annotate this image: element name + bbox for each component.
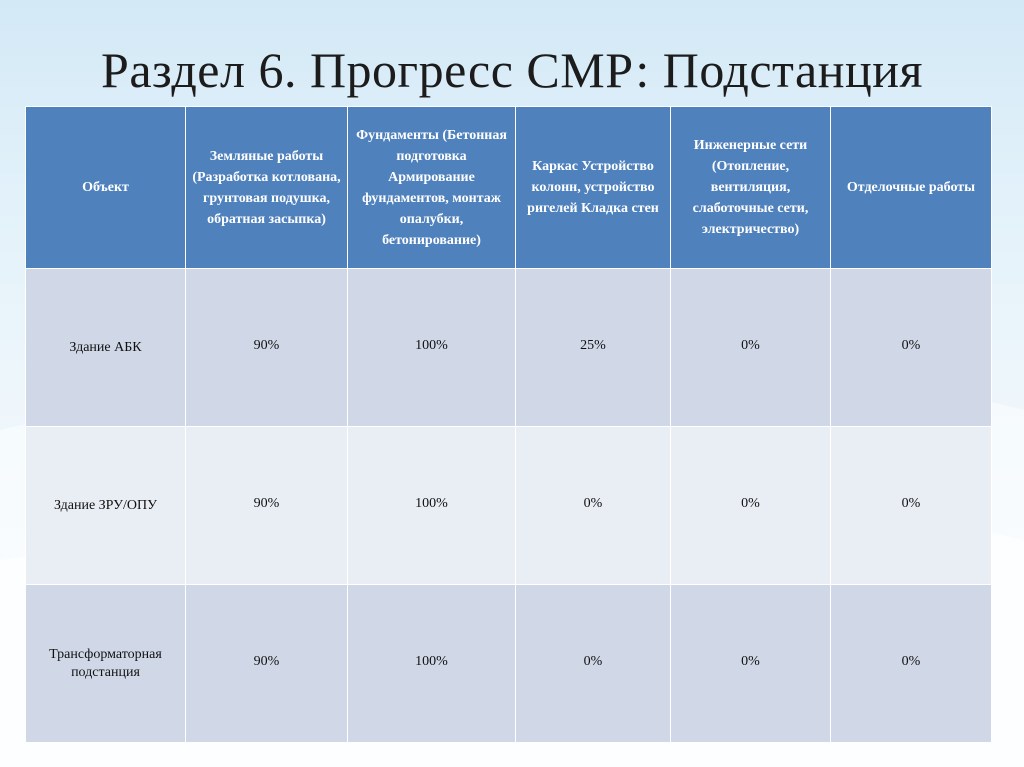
cell-utilities xyxy=(671,427,831,585)
cell-value: 90% xyxy=(253,337,280,353)
cell-value: 0% xyxy=(901,337,921,353)
cell-value: 0% xyxy=(741,337,760,353)
cell-value: 100% xyxy=(415,337,448,353)
cell-frame xyxy=(516,585,671,743)
cell-value: 0% xyxy=(741,495,760,511)
cell-foundations xyxy=(348,427,516,585)
row-object-name: Трансформаторная подстанция xyxy=(26,585,186,743)
cell-finishing xyxy=(831,585,992,743)
cell-finishing xyxy=(831,269,992,427)
header-earthworks: Земляные работы (Разработка котлована, грунтовая подушка, обратная засыпка) xyxy=(186,107,348,269)
cell-utilities xyxy=(671,585,831,743)
cell-earthworks xyxy=(186,427,348,585)
cell-value: 0% xyxy=(901,653,921,669)
cell-foundations xyxy=(348,585,516,743)
cell-finishing xyxy=(831,427,992,585)
header-utilities: Инженерные сети (Отопление, вентиляция, слаботочные сети, электричество) xyxy=(671,107,831,269)
progress-table xyxy=(25,106,992,743)
cell-earthworks xyxy=(186,585,348,743)
cell-earthworks xyxy=(186,269,348,427)
cell-value: 25% xyxy=(580,337,606,353)
cell-value: 100% xyxy=(415,653,448,669)
cell-value: 0% xyxy=(741,653,760,669)
row-object-name: Здание ЗРУ/ОПУ xyxy=(26,427,186,585)
cell-frame xyxy=(516,269,671,427)
cell-value: 0% xyxy=(901,495,921,511)
table-row xyxy=(26,585,992,743)
header-finishing: Отделочные работы xyxy=(831,107,992,269)
cell-value: 0% xyxy=(583,495,603,511)
header-foundations: Фундаменты (Бетонная подготовка Армирование фундаментов, монтаж опалубки, бетонирование) xyxy=(348,107,516,269)
header-object: Объект xyxy=(26,107,186,269)
cell-value: 90% xyxy=(253,495,280,511)
table-row xyxy=(26,269,992,427)
cell-value: 100% xyxy=(415,495,448,511)
cell-utilities xyxy=(671,269,831,427)
table-row xyxy=(26,427,992,585)
header-frame: Каркас Устройство колонн, устройство ригелей Кладка стен xyxy=(516,107,671,269)
row-object-name: Здание АБК xyxy=(26,269,186,427)
cell-value: 0% xyxy=(583,653,603,669)
slide-title: Раздел 6. Прогресс СМР: Подстанция xyxy=(101,42,923,98)
cell-frame xyxy=(516,427,671,585)
cell-value: 90% xyxy=(253,653,280,669)
table-header-row xyxy=(26,107,992,269)
cell-foundations xyxy=(348,269,516,427)
